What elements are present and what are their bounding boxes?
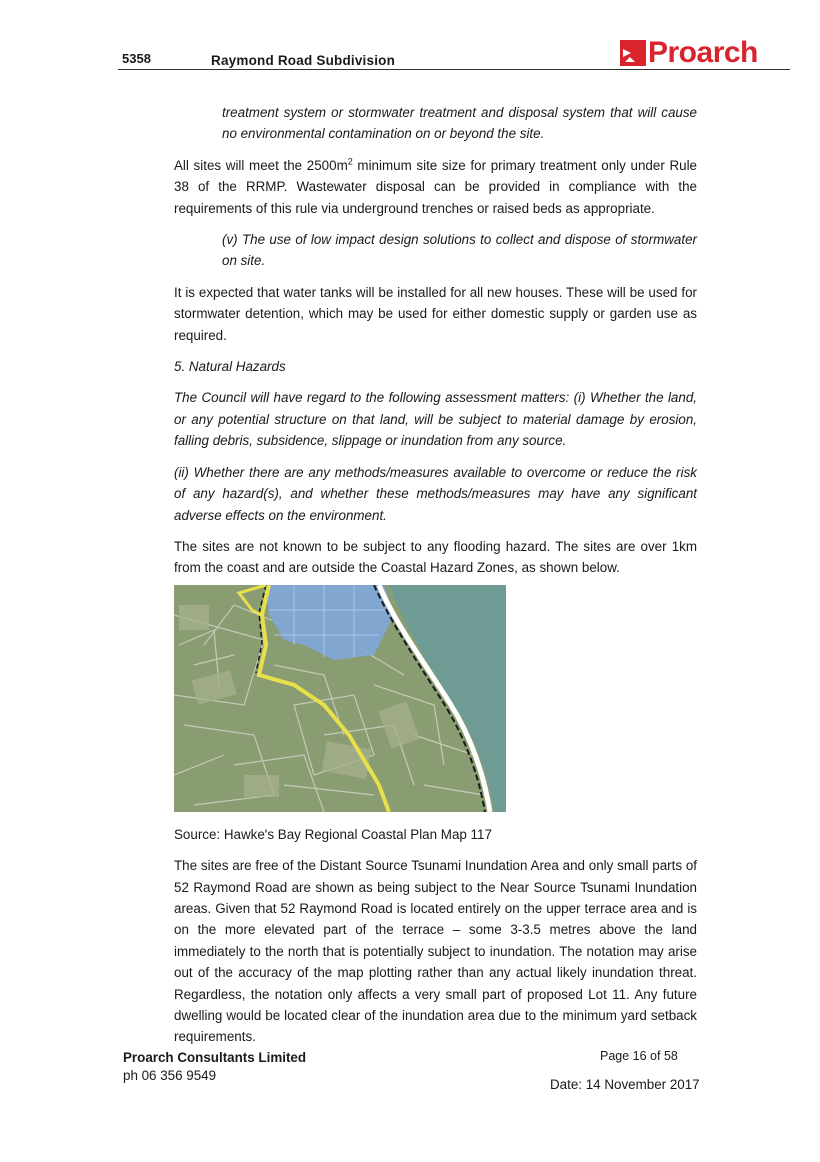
paragraph-flooding: The sites are not known to be subject to any flooding hazard. The sites are over 1km from the coast and are outside the Coastal Hazard Zones, as shown below.	[174, 538, 697, 576]
logo-text: Proarch	[648, 36, 758, 69]
page-header	[118, 36, 790, 70]
assessment-matters-ii: (ii) Whether there are any methods/measures available to overcome or reduce the risk of any hazard(s), and whether these methods/measures may have any significant adverse effects on the environment.	[174, 464, 697, 523]
coastal-hazard-map	[174, 585, 506, 812]
document-number: 5358	[122, 51, 151, 66]
document-title: Raymond Road Subdivision	[211, 53, 396, 68]
company-phone: ph 06 356 9549	[123, 1068, 217, 1083]
assessment-matters-i: The Council will have regard to the following assessment matters: (i) Whether the land, or any potential structure on that land, will be subject to material damage by erosion, falling debris, subsidence, slippage or inundation from any source.	[174, 390, 697, 449]
squared-superscript: 2	[347, 156, 353, 167]
footer-company	[123, 1049, 306, 1085]
quoted-criterion-v: (v) The use of low impact design solutions to collect and dispose of stormwater on site.	[222, 232, 697, 269]
proarch-logo	[620, 36, 758, 69]
paragraph-site-size	[174, 155, 697, 219]
quoted-criterion-continued: treatment system or stormwater treatment and disposal system that will cause no environmental contamination on or beyond the site.	[222, 105, 697, 142]
document-date: Date: 14 November 2017	[550, 1077, 700, 1092]
paragraph-site-size-b: minimum site size for primary treatment only under Rule 38 of the RRMP. Wastewater disposal can be provided in compliance with the requirements of this rule via underground trenches or raised beds as appropriate.	[174, 157, 697, 216]
header-rule	[118, 69, 790, 70]
page-number: Page 16 of 58	[600, 1049, 678, 1063]
paragraph-tsunami: The sites are free of the Distant Source Tsunami Inundation Area and only small parts of 52 Raymond Road are shown as being subject to the Near Source Tsunami Inundation areas. Given that 52 Raymond Road is located entirely on the upper terrace area and is on the more elevated part of the terrace – some 3-3.5 metres above the land immediately to the north that is potentially subject to inundation. The notation may arise out of the accuracy of the map plotting rather than any actual likely inundation threat. Regardless, the notation only affects a very small part of proposed Lot 11. Any future dwelling would be located clear of the inundation area due to the minimum yard setback requirements.	[174, 858, 697, 1045]
paragraph-water-tanks: It is expected that water tanks will be installed for all new houses. These will be used for stormwater detention, which may be used for either domestic supply or garden use as required.	[174, 284, 697, 343]
page-content	[174, 102, 697, 1058]
proarch-logo-icon	[620, 40, 646, 66]
company-name: Proarch Consultants Limited	[123, 1050, 307, 1065]
paragraph-site-size-a: All sites will meet the 2500m	[174, 157, 348, 173]
map-source-caption: Source: Hawke's Bay Regional Coastal Plan Map 117	[174, 826, 492, 842]
section-heading-natural-hazards: 5. Natural Hazards	[174, 359, 286, 375]
